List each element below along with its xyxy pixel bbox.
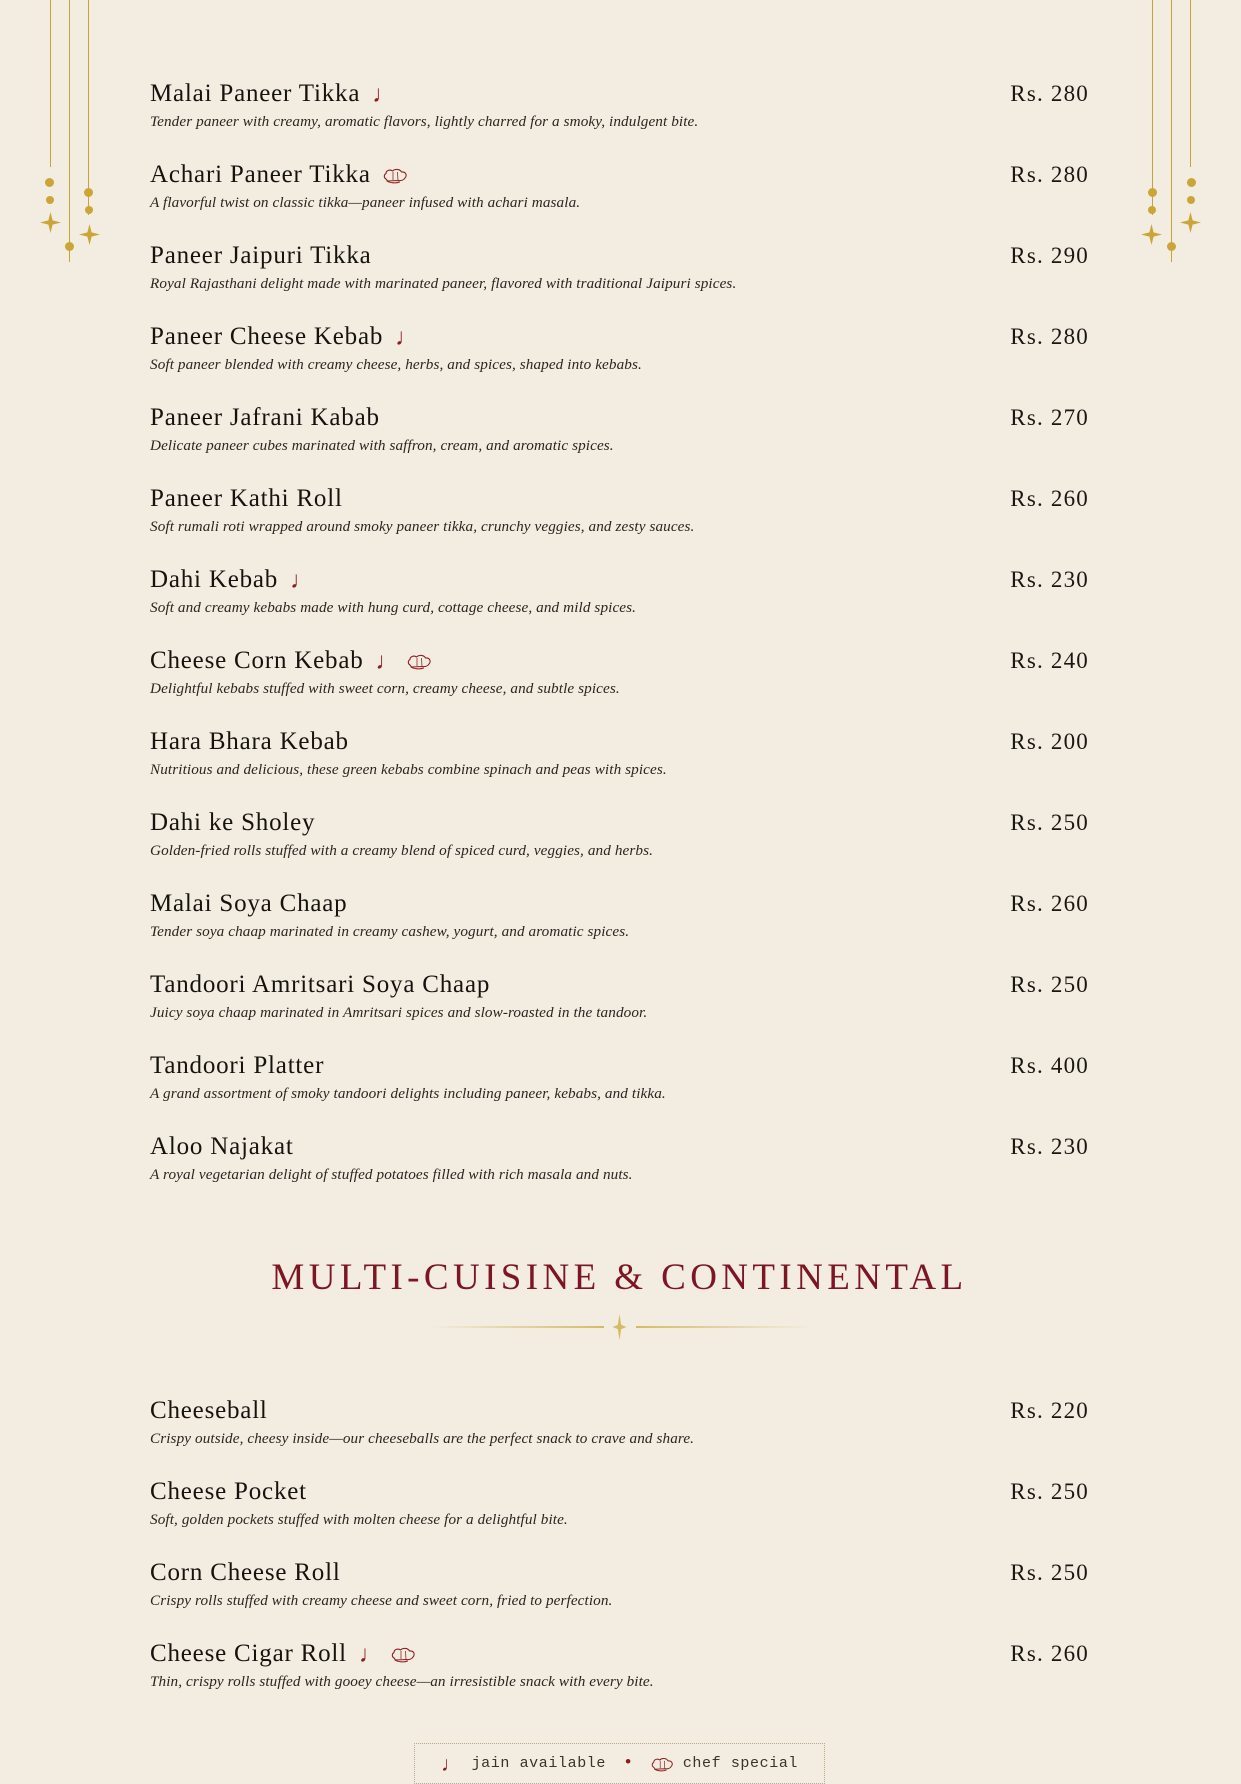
item-price: Rs. 280 xyxy=(1010,81,1089,106)
item-name-text: Paneer Jaipuri Tikka xyxy=(150,242,372,269)
item-description: Tender paneer with creamy, aromatic flavors, lightly charred for a smoky, indulgent bite. xyxy=(150,113,699,130)
item-description: Nutritious and delicious, these green kebabs combine spinach and peas with spices. xyxy=(150,761,667,778)
section-header xyxy=(150,1256,1089,1337)
item-name xyxy=(150,728,349,756)
menu-item[interactable] xyxy=(150,971,1089,1022)
item-badges xyxy=(290,568,315,592)
item-badges xyxy=(372,82,397,106)
item-description: Delicate paneer cubes marinated with saffron, cream, and aromatic spices. xyxy=(150,437,614,454)
divider-bar-left xyxy=(430,1326,604,1328)
section-divider xyxy=(430,1317,810,1337)
menu-item[interactable] xyxy=(150,1052,1089,1103)
item-price: Rs. 400 xyxy=(1010,1053,1089,1078)
menu-item[interactable] xyxy=(150,728,1089,779)
menu-item-list-continental xyxy=(150,1337,1089,1691)
item-price: Rs. 280 xyxy=(1010,324,1089,349)
item-description: Tender soya chaap marinated in creamy cashew, yogurt, and aromatic spices. xyxy=(150,923,630,940)
jain-available-icon: ♩ xyxy=(358,1642,384,1668)
item-description: Soft rumali roti wrapped around smoky paneer tikka, crunchy veggies, and zesty sauces. xyxy=(150,518,695,535)
item-description: Juicy soya chaap marinated in Amritsari spices and slow-roasted in the tandoor. xyxy=(150,1004,648,1021)
item-name xyxy=(150,1640,416,1668)
item-price: Rs. 230 xyxy=(1010,1134,1089,1159)
item-name xyxy=(150,485,343,513)
divider-bar-right xyxy=(636,1326,810,1328)
menu-item[interactable] xyxy=(150,323,1089,374)
item-name-text: Corn Cheese Roll xyxy=(150,1559,341,1586)
item-name-text: Cheese Cigar Roll xyxy=(150,1640,347,1667)
jain-available-icon: ♩ xyxy=(372,82,398,108)
legend-box xyxy=(414,1743,825,1784)
item-name-text: Paneer Kathi Roll xyxy=(150,485,343,512)
menu-item[interactable] xyxy=(150,1397,1089,1448)
item-name xyxy=(150,1397,268,1425)
menu-item[interactable] xyxy=(150,242,1089,293)
jain-available-icon: ♩ xyxy=(375,649,401,675)
menu-item[interactable] xyxy=(150,1640,1089,1691)
chef-special-icon xyxy=(391,1647,416,1665)
item-name-price-row xyxy=(150,323,1089,351)
item-description: A flavorful twist on classic tikka—paneer infused with achari masala. xyxy=(150,194,581,211)
item-price: Rs. 270 xyxy=(1010,405,1089,430)
item-name-price-row xyxy=(150,971,1089,999)
legend-container xyxy=(150,1743,1089,1784)
item-name xyxy=(150,80,397,108)
divider-diamond-icon xyxy=(613,1314,627,1340)
item-description: Royal Rajasthani delight made with marinated paneer, flavored with traditional Jaipuri spices. xyxy=(150,275,737,292)
item-description: Delightful kebabs stuffed with sweet corn, creamy cheese, and subtle spices. xyxy=(150,680,620,697)
item-name-price-row xyxy=(150,890,1089,918)
item-name xyxy=(150,1559,341,1587)
legend-entry-jain xyxy=(441,1753,606,1774)
item-price: Rs. 250 xyxy=(1010,1560,1089,1585)
item-name-text: Dahi ke Sholey xyxy=(150,809,316,836)
menu-item[interactable] xyxy=(150,485,1089,536)
menu-item[interactable] xyxy=(150,1133,1089,1184)
jain-available-icon: ♩ xyxy=(395,325,420,351)
legend-entry-chef xyxy=(651,1755,798,1772)
item-badges xyxy=(376,649,433,673)
legend-label-jain: jain available xyxy=(471,1755,606,1772)
section-title: MULTI-CUISINE & CONTINENTAL xyxy=(271,1257,968,1298)
item-name-text: Cheeseball xyxy=(150,1397,268,1424)
item-name-price-row xyxy=(150,1559,1089,1587)
item-name xyxy=(150,1478,307,1506)
item-name xyxy=(150,890,347,918)
item-badges xyxy=(395,325,420,349)
item-price: Rs. 290 xyxy=(1010,243,1089,268)
item-name-price-row xyxy=(150,161,1089,189)
item-name-price-row xyxy=(150,1478,1089,1506)
item-price: Rs. 200 xyxy=(1010,729,1089,754)
menu-item[interactable] xyxy=(150,890,1089,941)
chef-special-icon xyxy=(383,168,408,186)
item-description: Soft paneer blended with creamy cheese, herbs, and spices, shaped into kebabs. xyxy=(150,356,642,373)
item-name-text: Malai Paneer Tikka xyxy=(150,80,361,107)
legend-label-chef: chef special xyxy=(682,1755,799,1772)
item-name-text: Dahi Kebab xyxy=(150,566,279,593)
menu-item[interactable] xyxy=(150,404,1089,455)
jain-available-icon: ♩ xyxy=(440,1752,463,1776)
item-name xyxy=(150,647,432,675)
item-name xyxy=(150,971,490,999)
chef-special-icon xyxy=(407,654,432,672)
item-name xyxy=(150,809,315,837)
item-name-price-row xyxy=(150,647,1089,675)
chef-special-icon xyxy=(651,1757,674,1774)
item-name xyxy=(150,323,420,351)
item-name-text: Paneer Cheese Kebab xyxy=(150,323,384,350)
item-description: Thin, crispy rolls stuffed with gooey cheese—an irresistible snack with every bite. xyxy=(150,1673,654,1690)
item-name xyxy=(150,161,408,189)
item-name-price-row xyxy=(150,242,1089,270)
item-name-text: Malai Soya Chaap xyxy=(150,890,348,917)
item-name-text: Hara Bhara Kebab xyxy=(150,728,349,755)
menu-item[interactable] xyxy=(150,80,1089,131)
item-price: Rs. 250 xyxy=(1010,1479,1089,1504)
item-name xyxy=(150,566,315,594)
menu-item-list-tandoori xyxy=(150,0,1089,1184)
item-name xyxy=(150,404,380,432)
item-name-price-row xyxy=(150,80,1089,108)
item-name-text: Cheese Pocket xyxy=(150,1478,307,1505)
item-name-price-row xyxy=(150,566,1089,594)
item-badges xyxy=(359,1642,416,1666)
item-description: Crispy outside, cheesy inside—our cheeseballs are the perfect snack to crave and share. xyxy=(150,1430,695,1447)
item-badges xyxy=(383,166,408,184)
menu-item[interactable] xyxy=(150,647,1089,698)
menu-item[interactable] xyxy=(150,1478,1089,1529)
item-name-text: Achari Paneer Tikka xyxy=(150,161,371,188)
item-name-price-row xyxy=(150,728,1089,756)
item-name-text: Tandoori Amritsari Soya Chaap xyxy=(150,971,491,998)
item-name-price-row xyxy=(150,809,1089,837)
item-price: Rs. 250 xyxy=(1010,810,1089,835)
item-name xyxy=(150,1052,324,1080)
item-name-price-row xyxy=(150,485,1089,513)
item-description: A grand assortment of smoky tandoori delights including paneer, kebabs, and tikka. xyxy=(150,1085,666,1102)
item-price: Rs. 240 xyxy=(1010,648,1089,673)
legend-separator: • xyxy=(623,1754,634,1773)
item-name-text: Cheese Corn Kebab xyxy=(150,647,364,674)
item-description: Soft, golden pockets stuffed with molten cheese for a delightful bite. xyxy=(150,1511,568,1528)
item-name-price-row xyxy=(150,1397,1089,1425)
item-price: Rs. 280 xyxy=(1010,162,1089,187)
item-price: Rs. 260 xyxy=(1010,486,1089,511)
item-name-text: Aloo Najakat xyxy=(150,1133,294,1160)
jain-available-icon: ♩ xyxy=(290,568,315,594)
item-description: A royal vegetarian delight of stuffed potatoes filled with rich masala and nuts. xyxy=(150,1166,633,1183)
item-description: Crispy rolls stuffed with creamy cheese and sweet corn, fried to perfection. xyxy=(150,1592,613,1609)
menu-item[interactable] xyxy=(150,809,1089,860)
item-description: Soft and creamy kebabs made with hung curd, cottage cheese, and mild spices. xyxy=(150,599,637,616)
item-name xyxy=(150,1133,294,1161)
menu-item[interactable] xyxy=(150,566,1089,617)
item-price: Rs. 260 xyxy=(1010,1641,1089,1666)
item-name-price-row xyxy=(150,1640,1089,1668)
menu-item[interactable] xyxy=(150,1559,1089,1610)
item-price: Rs. 260 xyxy=(1010,891,1089,916)
item-price: Rs. 220 xyxy=(1010,1398,1089,1423)
item-price: Rs. 230 xyxy=(1010,567,1089,592)
item-price: Rs. 250 xyxy=(1010,972,1089,997)
item-description: Golden-fried rolls stuffed with a creamy blend of spiced curd, veggies, and herbs. xyxy=(150,842,653,859)
item-name-price-row xyxy=(150,1133,1089,1161)
menu-item[interactable] xyxy=(150,161,1089,212)
item-name-price-row xyxy=(150,1052,1089,1080)
item-name-price-row xyxy=(150,404,1089,432)
item-name-text: Paneer Jafrani Kabab xyxy=(150,404,380,431)
item-name xyxy=(150,242,372,270)
item-name-text: Tandoori Platter xyxy=(150,1052,325,1079)
